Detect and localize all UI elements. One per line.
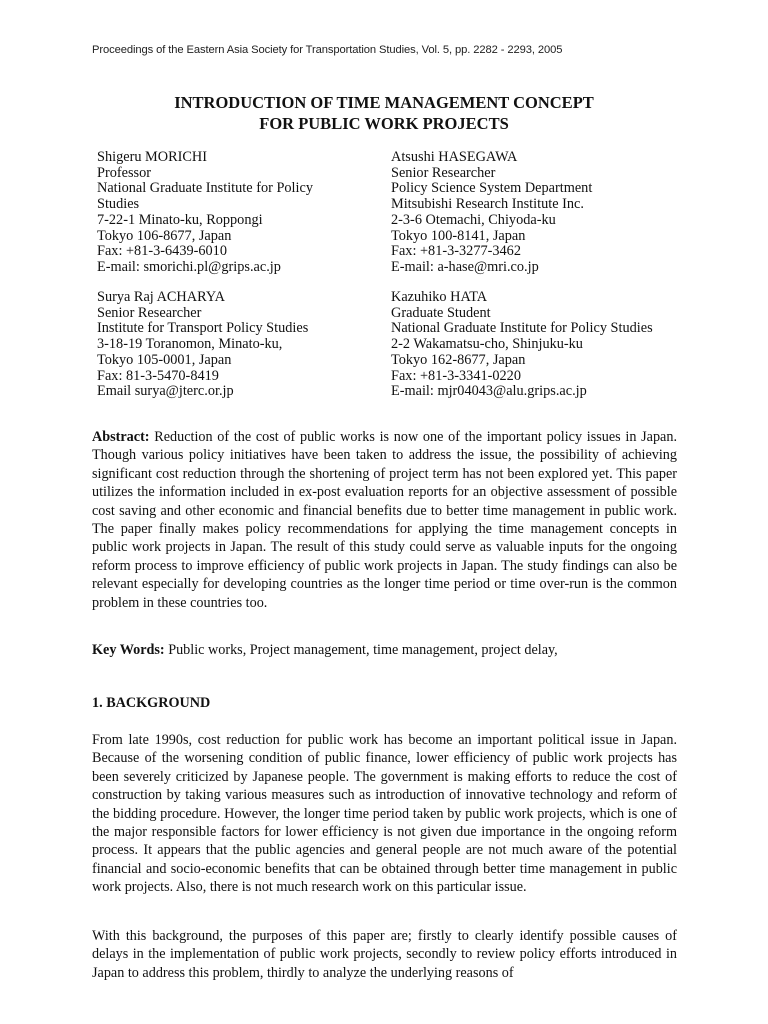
abstract-label: Abstract: xyxy=(92,429,150,445)
author-line: Senior Researcher xyxy=(97,304,202,321)
author-email[interactable]: E-mail: mjr04043@alu.grips.ac.jp xyxy=(391,383,587,400)
author-line: Tokyo 106-8677, Japan xyxy=(97,227,232,244)
keywords-label: Key Words: xyxy=(92,642,165,658)
author-line: Tokyo 105-0001, Japan xyxy=(97,351,232,368)
author-line: 2-2 Wakamatsu-cho, Shinjuku-ku xyxy=(391,336,583,353)
author-line: Graduate Student xyxy=(391,304,491,321)
author-block-hata xyxy=(391,290,653,400)
author-line: 3-18-19 Toranomon, Minato-ku, xyxy=(97,336,283,353)
author-line: Fax: 81-3-5470-8419 xyxy=(97,367,219,384)
author-line: Institute for Transport Policy Studies xyxy=(97,320,309,337)
author-line: Fax: +81-3-3341-0220 xyxy=(391,367,521,384)
abstract-paragraph xyxy=(92,428,677,612)
keywords-text: Public works, Project management, time management, project delay, xyxy=(164,642,558,658)
author-line: Mitsubishi Research Institute Inc. xyxy=(391,196,584,213)
author-email[interactable]: E-mail: smorichi.pl@grips.ac.jp xyxy=(97,258,281,275)
body-paragraph: With this background, the purposes of this paper are; firstly to clearly identify possible causes of delays in the implementation of public work projects, secondly to review policy efforts introduced in Japan to address this problem, thirdly to analyze the underlying reasons of xyxy=(92,928,677,981)
author-block-morichi xyxy=(97,150,313,276)
author-email[interactable]: Email surya@jterc.or.jp xyxy=(97,383,234,400)
author-line: 7-22-1 Minato-ku, Roppongi xyxy=(97,211,263,228)
paper-title xyxy=(0,92,768,134)
author-line: National Graduate Institute for Policy xyxy=(97,180,313,197)
author-line: Studies xyxy=(97,196,140,213)
author-line: Fax: +81-3-3277-3462 xyxy=(391,243,521,260)
keywords-paragraph xyxy=(92,641,677,659)
author-line: Tokyo 162-8677, Japan xyxy=(391,351,526,368)
title-line-1: INTRODUCTION OF TIME MANAGEMENT CONCEPT xyxy=(174,93,594,112)
author-line: 2-3-6 Otemachi, Chiyoda-ku xyxy=(391,211,556,228)
author-line: Senior Researcher xyxy=(391,164,496,181)
author-name: Kazuhiko HATA xyxy=(391,289,488,305)
author-line: National Graduate Institute for Policy Studies xyxy=(391,320,653,337)
author-email[interactable]: E-mail: a-hase@mri.co.jp xyxy=(391,258,539,275)
author-line: Fax: +81-3-6439-6010 xyxy=(97,243,227,260)
author-name: Surya Raj ACHARYA xyxy=(97,289,225,305)
author-line: Professor xyxy=(97,164,152,181)
running-header: Proceedings of the Eastern Asia Society for Transportation Studies, Vol. 5, pp. 2282 - 2293, 2005 xyxy=(92,44,563,56)
title-line-2: FOR PUBLIC WORK PROJECTS xyxy=(259,114,509,133)
author-line: Tokyo 100-8141, Japan xyxy=(391,227,526,244)
author-block-acharya xyxy=(97,290,308,400)
author-line: Policy Science System Department xyxy=(391,180,593,197)
author-name: Atsushi HASEGAWA xyxy=(391,149,518,165)
author-name: Shigeru MORICHI xyxy=(97,149,208,165)
abstract-text: Reduction of the cost of public works is now one of the important policy issues in Japan. Though various policy initiatives have been taken to address the issue, the possibility of achieving significant cost reduction through the shortening of project term has not been explored yet. This paper utilizes the information included in ex-post evaluation reports for an objective assessment of possible cost saving and other economic and financial benefits due to better time management in public work. The paper finally makes policy recommendations for applying the time management concepts in public work projects in Japan. The result of this study could serve as valuable inputs for the ongoing reform process to improve efficiency of public work projects in Japan. The study findings can also be relevant especially for developing countries as the longer time period or time over-run is the common problem in these countries too. xyxy=(92,429,677,611)
section-heading: 1. BACKGROUND xyxy=(92,695,211,711)
author-block-hasegawa xyxy=(391,150,592,276)
body-paragraph: From late 1990s, cost reduction for public work has become an important political issue in Japan. Because of the worsening condition of public finance, lower efficiency of public work projects has been severely criticized by Japanese people. The government is making efforts to reduce the cost of construction by taking various measures such as introduction of innovative technology and reform of the bidding procedure. However, the longer time period taken by public work projects, which is one of the major responsible factors for lower efficiency is not given due importance in the ongoing reform process. It appears that the public agencies and general people are not much aware of the potential financial and socio-economic benefits that can be obtained through better time management in public work projects. Also, there is not much research work on this particular issue. xyxy=(92,732,677,896)
